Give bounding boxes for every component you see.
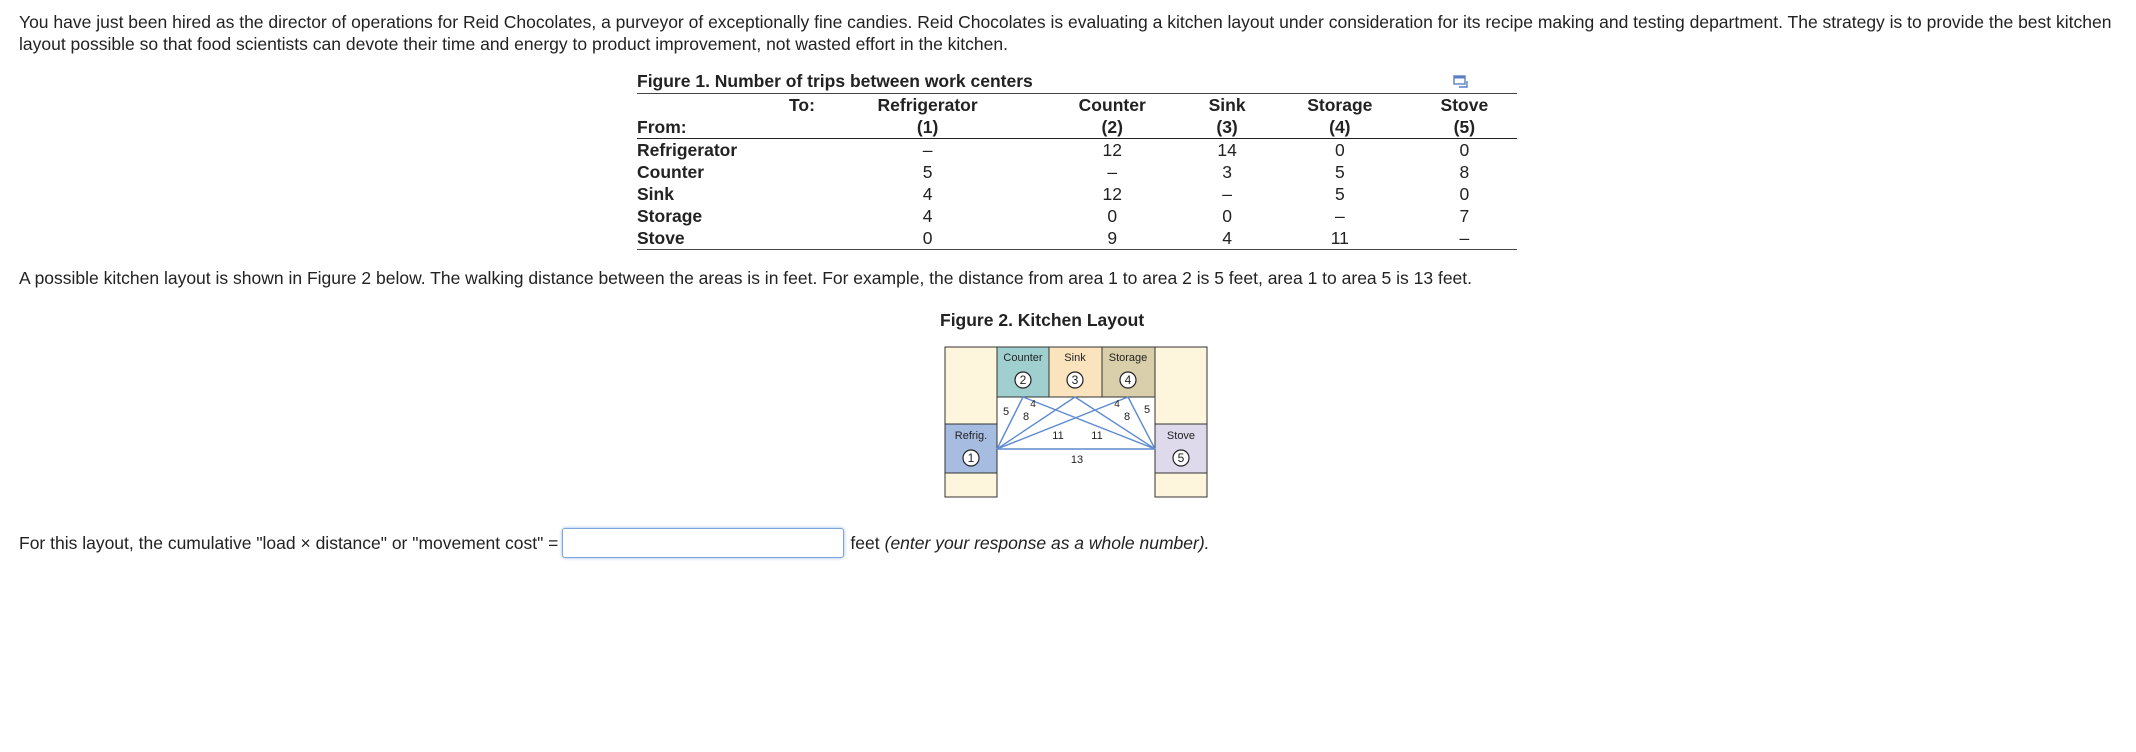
col-header-stove: Stove (1412, 94, 1517, 117)
table-cell: 12 (1102, 140, 1122, 160)
answer-prompt: For this layout, the cumulative "load × distance" or "movement cost" = (19, 532, 559, 553)
table-corner (637, 94, 787, 117)
answer-unit: feet (850, 532, 880, 553)
from-label: From: (637, 116, 787, 139)
distance-4-5: 5 (1143, 404, 1151, 416)
col-num-5: (5) (1412, 116, 1517, 139)
refrig-label: Refrig. (954, 430, 988, 442)
table-cell: 0 (1334, 140, 1345, 160)
area-4-number: 4 (1124, 373, 1132, 387)
distance-3-5: 8 (1123, 411, 1131, 423)
distance-1-3: 8 (1022, 411, 1030, 423)
table-cell: 9 (1038, 227, 1186, 250)
table-cell: 11 (1268, 227, 1412, 250)
area-3-number: 3 (1071, 373, 1079, 387)
table-cell: 0 (817, 227, 1038, 250)
col-header-sink: Sink (1186, 94, 1268, 117)
row-label-storage: Storage (637, 206, 703, 226)
table-row (637, 139, 1517, 162)
empty-area (1155, 473, 1207, 497)
popout-window-icon[interactable] (1453, 75, 1469, 89)
table-cell: 0 (1107, 206, 1118, 226)
table-cell: 5 (1334, 162, 1345, 182)
table-cell: – (1412, 227, 1517, 250)
row-label-refrigerator: Refrigerator (637, 140, 738, 160)
table-cell: – (922, 140, 933, 160)
movement-cost-input[interactable] (562, 528, 844, 558)
table-row (637, 161, 1517, 183)
path-1-2 (997, 397, 1023, 449)
table-row (637, 183, 1517, 205)
table-cell: 12 (1102, 184, 1122, 204)
table-cell: 0 (1459, 184, 1470, 204)
row-label-counter: Counter (637, 162, 705, 182)
figure1-trips-table (637, 71, 1517, 250)
table-cell: – (1334, 206, 1345, 226)
stove-label: Stove (1166, 430, 1196, 442)
distance-1-2: 5 (1002, 406, 1010, 418)
distance-1-4: 11 (1052, 430, 1064, 442)
table-cell: 8 (1459, 162, 1470, 182)
table-cell: – (1107, 162, 1118, 182)
path-2-5 (1023, 397, 1155, 449)
empty-area (1155, 347, 1207, 424)
col-header-refrigerator: Refrigerator (817, 94, 1038, 117)
col-num-4: (4) (1268, 116, 1412, 139)
table-cell: 0 (1459, 140, 1470, 160)
empty-area (945, 347, 997, 424)
empty-area (945, 473, 997, 497)
figure1-title: Figure 1. Number of trips between work centers (637, 71, 1033, 91)
table-cell: 4 (922, 184, 933, 204)
answer-row (19, 526, 1210, 560)
col-header-counter: Counter (1038, 94, 1186, 117)
col-header-storage: Storage (1268, 94, 1412, 117)
path-4-5 (1128, 397, 1155, 449)
table-cell: 14 (1217, 140, 1237, 160)
distance-3-4: 4 (1114, 399, 1120, 410)
col-num-3: (3) (1186, 116, 1268, 139)
kitchen-layout-diagram (944, 346, 1208, 505)
counter-label: Counter (1003, 352, 1043, 364)
area-2-number: 2 (1019, 373, 1027, 387)
distance-2-4: 11 (1091, 430, 1103, 442)
row-label-stove: Stove (637, 227, 787, 250)
layout-description-text: A possible kitchen layout is shown in Figure 2 below. The walking distance between the areas is in feet. For example, the distance from area 1 to area 2 is 5 feet, area 1 to area 5 is 13 feet. (19, 268, 1473, 288)
storage-label: Storage (1108, 352, 1148, 364)
table-cell: 3 (1222, 162, 1232, 182)
table-row (637, 227, 1517, 250)
col-num-1: (1) (817, 116, 1038, 139)
problem-intro-text: You have just been hired as the director of operations for Reid Chocolates, a purveyor of exceptionally fine candies. Reid Chocolates is evaluating a kitchen layout under consideration for its recipe making and testing department. The strategy is to provide the best kitchen layout possible so that food scientists can devote their time and energy to product improvement, not wasted effort in the kitchen. (19, 12, 2112, 54)
area-1-number: 1 (967, 451, 975, 465)
table-row (637, 205, 1517, 227)
figure2-title: Figure 2. Kitchen Layout (940, 310, 1145, 330)
to-label: To: (787, 94, 817, 117)
table-cell: 0 (1222, 206, 1232, 226)
sink-label: Sink (1064, 352, 1086, 364)
answer-hint: (enter your response as a whole number). (884, 532, 1210, 553)
distance-1-5: 13 (1070, 454, 1084, 466)
table-cell: 5 (1334, 184, 1345, 204)
table-cell: 5 (922, 162, 933, 182)
table-cell: 4 (1186, 227, 1268, 250)
table-cell: 7 (1459, 206, 1470, 226)
table-cell: – (1222, 184, 1232, 204)
row-label-sink: Sink (637, 184, 674, 204)
col-num-2: (2) (1038, 116, 1186, 139)
distance-2-3: 4 (1030, 399, 1036, 410)
table-cell: 4 (922, 206, 933, 226)
area-5-number: 5 (1177, 451, 1185, 465)
